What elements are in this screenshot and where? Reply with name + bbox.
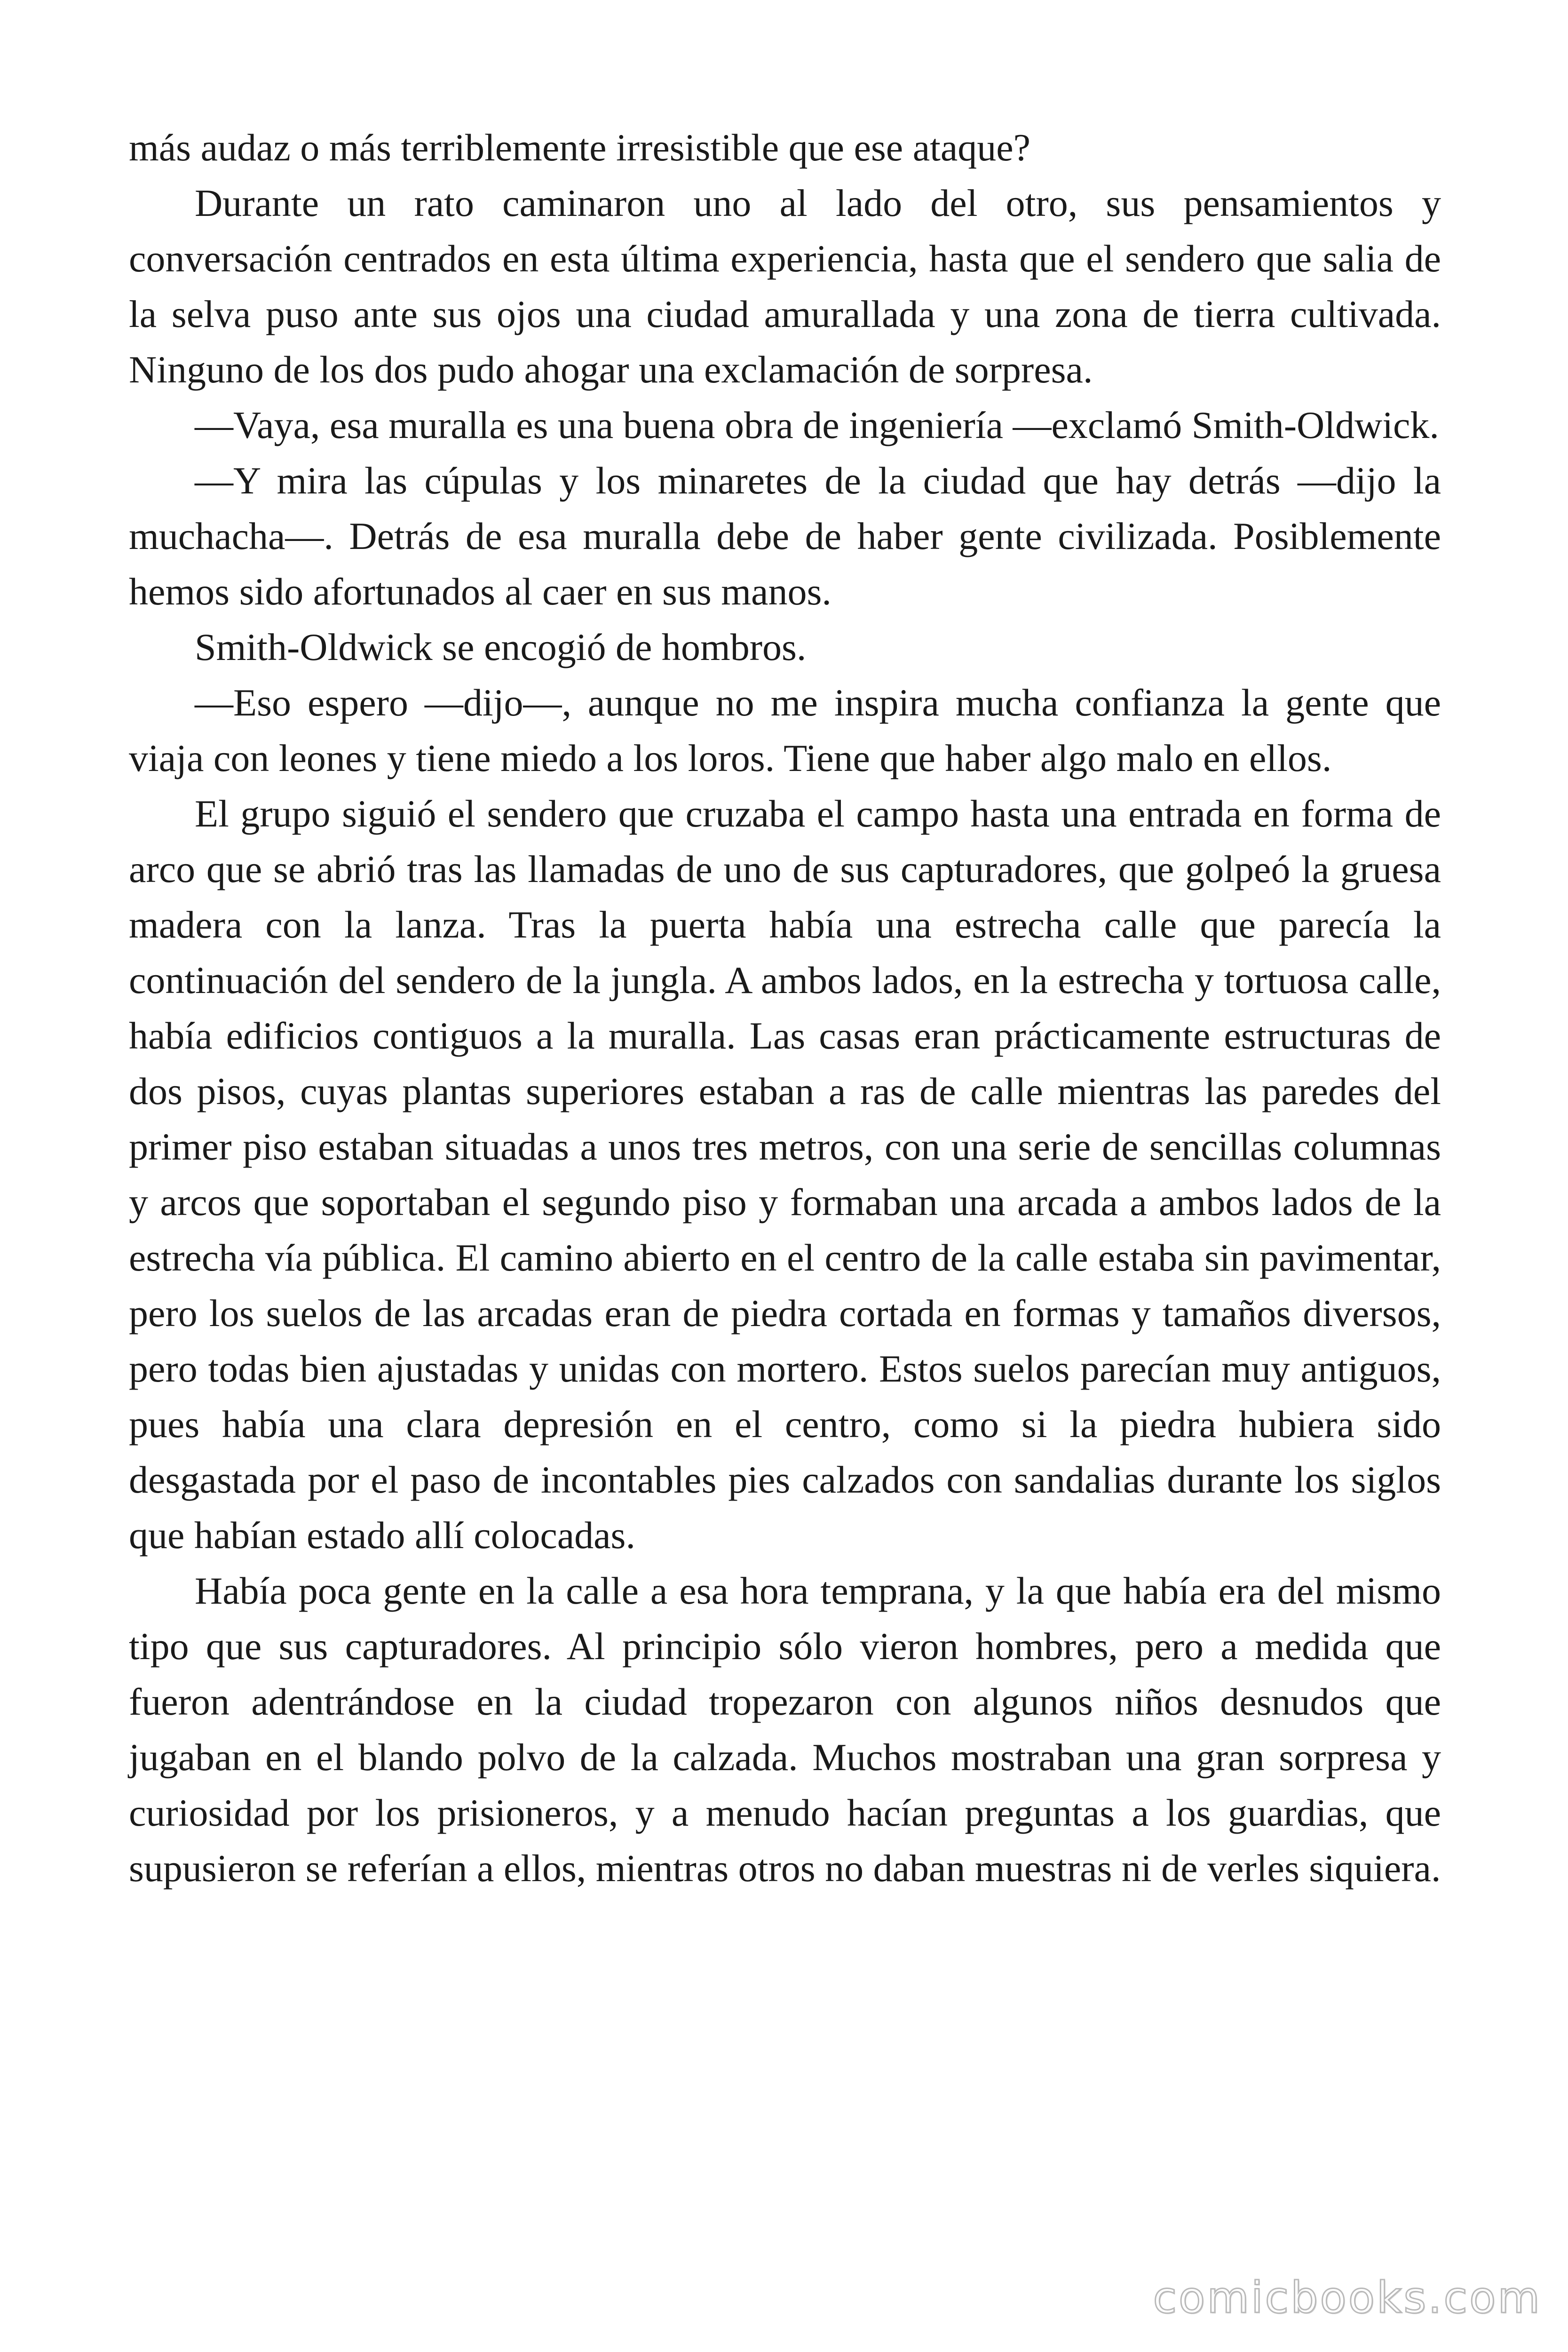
- paragraph-walk-to-city: Durante un rato caminaron uno al lado del otro, sus pensamientos y conversación centrados en esta última experiencia, hasta que el sendero que salia de la selva puso ante sus ojos una ciudad amurallada y una zona de tierra cultivada. Ninguno de los dos pudo ahogar una exclamación de sorpresa.: [129, 182, 1441, 391]
- paragraph-continuation: más audaz o más terriblemente irresistible que ese ataque?: [129, 126, 1031, 169]
- page-body: [129, 120, 1441, 1896]
- paragraph-street-description: El grupo siguió el sendero que cruzaba el campo hasta una entrada en forma de arco que se abrió tras las llamadas de uno de sus capturadores, que golpeó la gruesa madera con la lanza. Tras la puerta había una estrecha calle que parecía la continuación del sendero de la jungla. A ambos lados, en la estrecha y tortuosa calle, había edificios contiguos a la muralla. Las casas eran prácticamente estructuras de dos pisos, cuyas plantas superiores estaban a ras de calle mientras las paredes del primer piso estaban situadas a unos tres metros, con una serie de sencillas columnas y arcos que soportaban el segundo piso y formaban una arcada a ambos lados de la estrecha vía pública. El camino abierto en el centro de la calle estaba sin pavimentar, pero los suelos de las arcadas eran de piedra cortada en formas y tamaños diversos, pero todas bien ajustadas y unidas con mortero. Estos suelos parecían muy antiguos, pues había una clara depresión en el centro, como si la piedra hubiera sido desgastada por el paso de incontables pies calzados con sandalias durante los siglos que habían estado allí colocadas.: [129, 792, 1441, 1557]
- paragraph-townspeople: Había poca gente en la calle a esa hora temprana, y la que había era del mismo tipo que sus capturadores. Al principio sólo vieron hombres, pero a medida que fueron adentrándose en la ciudad tropezaron con algunos niños desnudos que jugaban en el blando polvo de la calzada. Muchos mostraban una gran sorpresa y curiosidad por los prisioneros, y a menudo hacían preguntas a los guardias, que supusieron se referían a ellos, mientras otros no daban muestras ni de verles siquiera.: [129, 1569, 1441, 1890]
- paragraph-dialogue-wall: —Vaya, esa muralla es una buena obra de ingeniería —exclamó Smith-Oldwick.: [195, 404, 1439, 446]
- paragraph-shrug: Smith-Oldwick se encogió de hombros.: [195, 626, 807, 668]
- paragraph-dialogue-lions: —Eso espero —dijo—, aunque no me inspira mucha confianza la gente que viaja con leones y tiene miedo a los loros. Tiene que haber algo malo en ellos.: [129, 681, 1441, 779]
- paragraph-dialogue-domes: —Y mira las cúpulas y los minaretes de la ciudad que hay detrás —dijo la muchacha—. Detrás de esa muralla debe de haber gente civilizada. Posiblemente hemos sido afortunados al caer en sus manos.: [129, 459, 1441, 613]
- watermark-logo: comicbooks.com: [1153, 2273, 1542, 2323]
